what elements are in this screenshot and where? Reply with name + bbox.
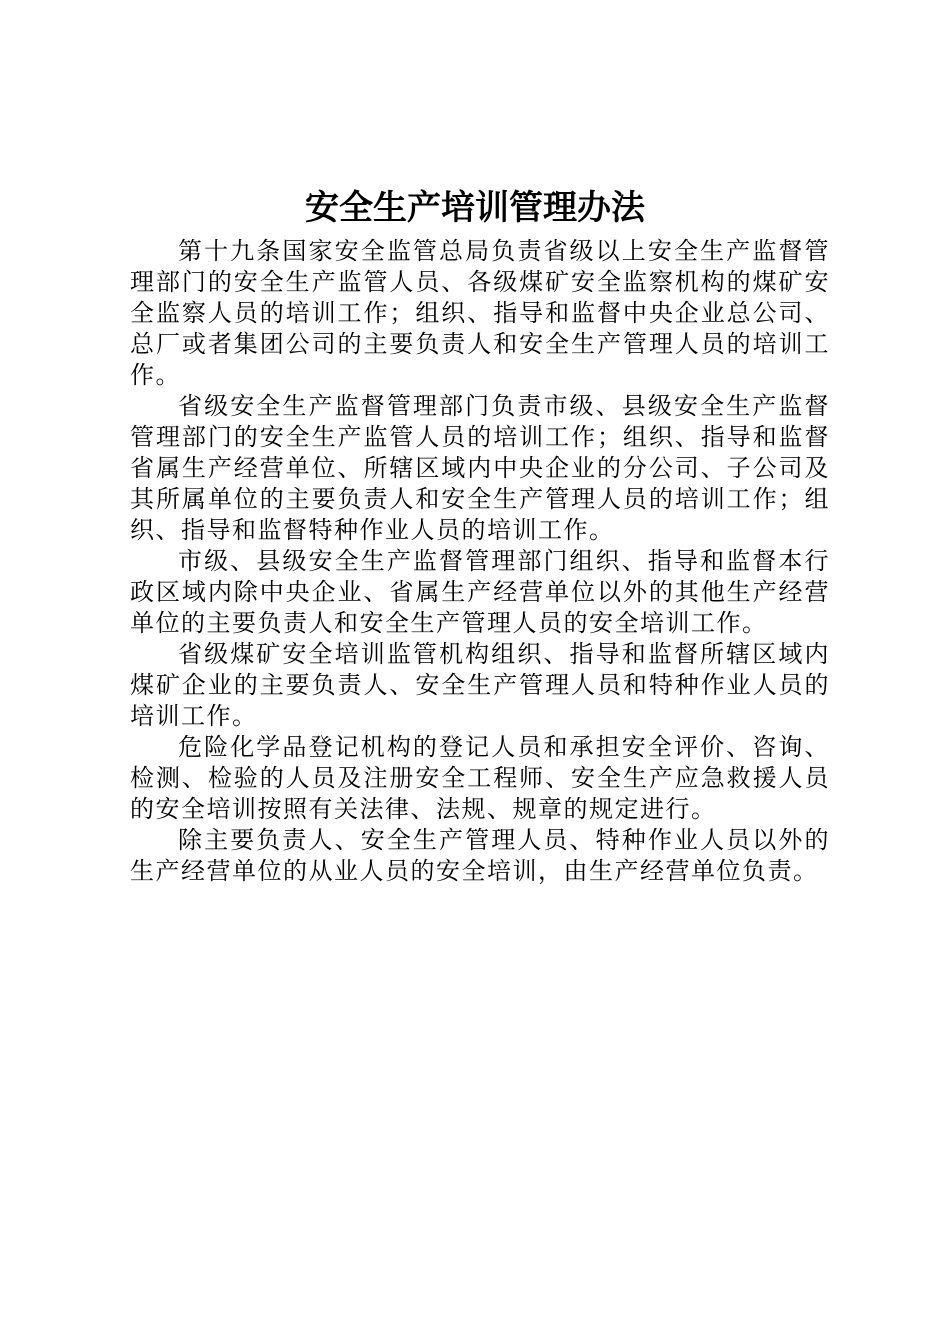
document-body: [130, 236, 830, 887]
paragraph-hazardous-chemicals: 危险化学品登记机构的登记人员和承担安全评价、咨询、检测、检验的人员及注册安全工程师、安全生产应急救援人员的安全培训按照有关法律、法规、规章的规定进行。: [130, 733, 830, 823]
paragraph-coal-mine-duties: 省级煤矿安全培训监管机构组织、指导和监督所辖区域内煤矿企业的主要负责人、安全生产管理人员和特种作业人员的培训工作。: [130, 640, 830, 730]
paragraph-provincial-duties: 省级安全生产监督管理部门负责市级、县级安全生产监督管理部门的安全生产监管人员的培训工作；组织、指导和监督省属生产经营单位、所辖区域内中央企业的分公司、子公司及其所属单位的主要负责人和安全生产管理人员的培训工作；组织、指导和监督特种作业人员的培训工作。: [130, 392, 830, 544]
paragraph-other-employees: 除主要负责人、安全生产管理人员、特种作业人员以外的生产经营单位的从业人员的安全培训，由生产经营单位负责。: [130, 826, 830, 885]
paragraph-article-19: 第十九条国家安全监管总局负责省级以上安全生产监督管理部门的安全生产监管人员、各级煤矿安全监察机构的煤矿安全监察人员的培训工作；组织、指导和监督中央企业总公司、总厂或者集团公司的主要负责人和安全生产管理人员的培训工作。: [130, 237, 830, 389]
paragraph-municipal-duties: 市级、县级安全生产监督管理部门组织、指导和监督本行政区域内除中央企业、省属生产经营单位以外的其他生产经营单位的主要负责人和安全生产管理人员的安全培训工作。: [130, 547, 830, 637]
document-title: 安全生产培训管理办法: [305, 188, 645, 228]
